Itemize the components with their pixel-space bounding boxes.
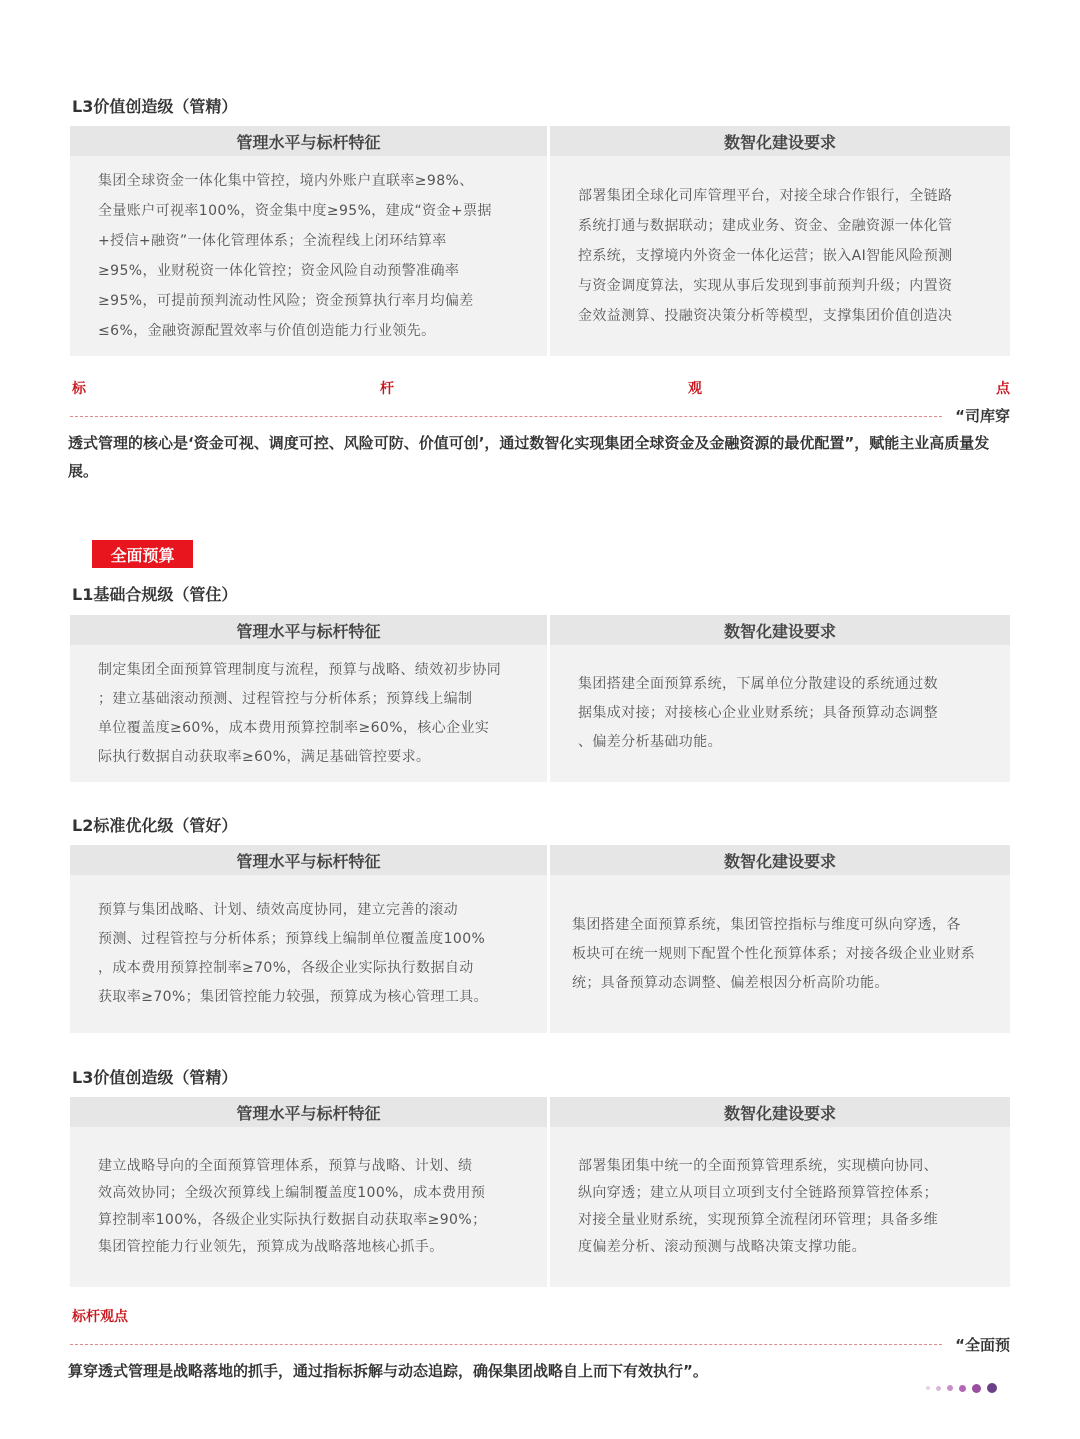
cell-digital-requirements	[550, 1127, 1010, 1287]
table-header	[70, 1097, 1010, 1127]
text-line: ≤6%，金融资源配置效率与价值创造能力行业领先。	[98, 323, 436, 339]
text-line: 纵向穿透；建立从项目立项到支付全链路预算管控体系；	[578, 1185, 938, 1201]
level-title-treasury-l3: L3价值创造级（管精）	[72, 97, 238, 116]
label-char: 观	[688, 381, 702, 397]
text-line: 获取率≥70%；集团管控能力较强，预算成为核心管理工具。	[98, 989, 489, 1005]
cell-management-features	[70, 645, 547, 782]
table-budget-l1	[70, 615, 1010, 782]
text-line: 际执行数据自动获取率≥60%，满足基础管控要求。	[98, 748, 431, 765]
header-management-level: 管理水平与标杆特征	[70, 126, 547, 156]
text-line: 据集成对接；对接核心企业业财系统；具备预算动态调整	[578, 705, 938, 721]
dashed-divider	[70, 416, 942, 417]
table-header	[70, 615, 1010, 645]
cell-digital-requirements	[550, 645, 1010, 782]
text-line: 控系统，支撑境内外资金一体化运营；嵌入AI智能风险预测	[578, 248, 953, 264]
text-line: 集团搭建全面预算系统，下属单位分散建设的系统通过数	[578, 676, 938, 692]
text-line: 算控制率100%，各级企业实际执行数据自动获取率≥90%；	[98, 1212, 487, 1228]
text-line: 板块可在统一规则下配置个性化预算体系；对接各级企业业财系	[572, 945, 976, 962]
table-header	[70, 845, 1010, 875]
text-line: 、偏差分析基础功能。	[578, 734, 722, 750]
text-line: 建立战略导向的全面预算管理体系，预算与战略、计划、绩	[98, 1158, 473, 1174]
text-line: 集团管控能力行业领先，预算成为战略落地核心抓手。	[98, 1239, 444, 1255]
text-line: 制定集团全面预算管理制度与流程，预算与战略、绩效初步协同	[98, 661, 502, 678]
text-line: 全量账户可视率100%，资金集中度≥95%，建成“资金+票据	[98, 203, 492, 219]
text-line: ，成本费用预算控制率≥70%，各级企业实际执行数据自动	[98, 960, 474, 976]
benchmark-quote-2: 算穿透式管理是战略落地的抓手，通过指标拆解与动态追踪，确保集团战略自上而下有效执行”。	[68, 1362, 708, 1380]
quote-opening: “全面预	[955, 1336, 1010, 1354]
level-title-budget-l2: L2标准优化级（管好）	[72, 816, 238, 835]
text-line: 效高效协同；全级次预算线上编制覆盖度100%，成本费用预	[98, 1185, 486, 1201]
level-title-budget-l1: L1基础合规级（管住）	[72, 585, 238, 604]
cell-digital-requirements	[550, 875, 1010, 1033]
text-line: ≥95%，可提前预判流动性风险；资金预算执行率月均偏差	[98, 293, 474, 309]
header-digital-requirements: 数智化建设要求	[550, 615, 1010, 645]
text-line: 集团搭建全面预算系统，集团管控指标与维度可纵向穿透，各	[572, 916, 961, 933]
header-digital-requirements: 数智化建设要求	[550, 845, 1010, 875]
text-line: ；建立基础滚动预测、过程管控与分析体系；预算线上编制	[98, 690, 473, 707]
text-line: 与资金调度算法，实现从事后发现到事前预判升级；内置资	[578, 278, 953, 294]
section-tag-budget: 全面预算	[92, 540, 193, 568]
header-management-level: 管理水平与标杆特征	[70, 845, 547, 875]
level-title-budget-l3: L3价值创造级（管精）	[72, 1068, 238, 1087]
header-digital-requirements: 数智化建设要求	[550, 126, 1010, 156]
dot-icon	[987, 1383, 997, 1393]
cell-digital-requirements	[550, 156, 1010, 356]
text-line: 对接全量业财系统，实现预算全流程闭环管理；具备多维	[578, 1212, 938, 1228]
benchmark-label-1	[72, 378, 1010, 398]
text-line: 单位覆盖度≥60%，成本费用预算控制率≥60%，核心企业实	[98, 719, 490, 736]
table-body	[70, 156, 1010, 356]
table-budget-l3	[70, 1097, 1010, 1287]
cell-management-features	[70, 1127, 547, 1287]
quote-opening: “司库穿	[955, 407, 1010, 425]
benchmark-quote-1: 透式管理的核心是‘资金可视、调度可控、风险可防、价值可创’，通过数智化实现集团全球资金及金融资源的最优配置”，赋能主业高质量发展。	[68, 434, 990, 480]
text-line: 预算与集团战略、计划、绩效高度协同，建立完善的滚动	[98, 902, 458, 918]
dot-icon	[926, 1386, 930, 1390]
dot-icon	[959, 1385, 966, 1392]
table-body	[70, 875, 1010, 1033]
text-line: 系统打通与数据联动；建成业务、资金、金融资源一体化管	[578, 218, 953, 234]
label-char: 杆	[380, 381, 394, 397]
table-header	[70, 126, 1010, 156]
table-budget-l2	[70, 845, 1010, 1033]
cell-management-features	[70, 875, 547, 1033]
text-line: 金效益测算、投融资决策分析等模型，支撑集团价值创造决	[578, 308, 953, 324]
table-body	[70, 1127, 1010, 1287]
cell-management-features	[70, 156, 547, 356]
text-line: 统；具备预算动态调整、偏差根因分析高阶功能。	[572, 974, 889, 991]
benchmark-label-2: 标杆观点	[72, 1309, 128, 1325]
text-line: 部署集团集中统一的全面预算管理系统，实现横向协同、	[578, 1158, 938, 1174]
dot-icon	[947, 1385, 953, 1391]
text-line: 集团全球资金一体化集中管控，境内外账户直联率≥98%、	[98, 173, 474, 189]
text-line: 预测、过程管控与分析体系；预算线上编制单位覆盖度100%	[98, 931, 486, 947]
text-line: 部署集团全球化司库管理平台，对接全球合作银行，全链路	[578, 188, 953, 204]
header-management-level: 管理水平与标杆特征	[70, 615, 547, 645]
dot-icon	[972, 1384, 981, 1393]
decorative-dots	[926, 1383, 997, 1393]
dashed-divider	[70, 1344, 942, 1345]
label-char: 标	[72, 381, 86, 397]
text-line: +授信+融资”一体化管理体系；全流程线上闭环结算率	[98, 233, 447, 249]
header-digital-requirements: 数智化建设要求	[550, 1097, 1010, 1127]
label-char: 点	[996, 381, 1010, 397]
header-management-level: 管理水平与标杆特征	[70, 1097, 547, 1127]
text-line: 度偏差分析、滚动预测与战略决策支撑功能。	[578, 1239, 866, 1255]
dot-icon	[936, 1386, 941, 1391]
table-body	[70, 645, 1010, 782]
table-treasury-l3	[70, 126, 1010, 356]
text-line: ≥95%，业财税资一体化管控；资金风险自动预警准确率	[98, 263, 460, 279]
